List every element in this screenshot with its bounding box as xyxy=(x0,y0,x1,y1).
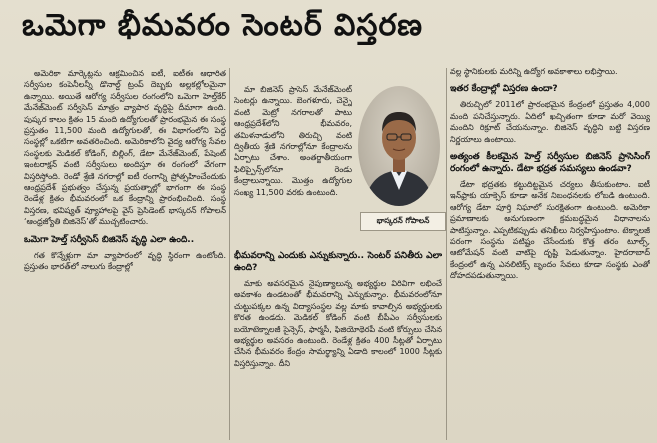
answer-data-security: డేటా భద్రతకు కట్టుదిట్టమైన చర్యలు తీసుకుంటాం. ఐటీ ఇన్‌ఫ్రాకు యాక్సెస్ కూడా అనేక నిబంధనలకు లోబడి ఉంటుంది. ఆరోగ్య డేటా పూర్తి నిఘాలో సురక్షితంగా ఉంటుంది. అమెరికా ప్రమాణాలకు అనుగుణంగా క్రమబద్ధమైన విధానాలను పాటిస్తున్నాం. ఎప్పటికప్పుడు తనిఖీలు నిర్వహిస్తుంటాం. టెక్నాలజీ పరంగా సంస్థను పటిష్టం చేసేందుకు కొత్త తరం టూల్స్, ఆటోమేషన్ వంటి వాటిపై దృష్టి పెడుతున్నాం. హైదరాబాద్ కేంద్రంలో ఉన్న ఎనలిటిక్స్ బృందం సేవలు కూడా సంస్థకు ఎంతో దోహదపడుతున్నాయి. xyxy=(450,180,650,281)
question-expansion: ఇతర కేంద్రాల్లో విస్తరణ ఉందా? xyxy=(450,84,558,95)
answer-bhimavaram: మాకు అవసరమైన నైపుణ్యాలున్న అభ్యర్థుల విరివిగా లభించే అవకాశం ఉండటంతో భీమవరాన్ని ఎన్నుకున్నాం. భీమవరంలోనూ చుట్టుపక్కల ఉన్న విద్యాసంస్థల వల్ల మాకు కావాల్సిన అభ్యర్థులకు కొరత ఉండదు. మెడికల్ కోడింగ్ వంటి బీపీఎం సర్వీసులకు బయోటెక్నాలజీ సైన్సెస్, ఫార్మసీ, ఫిజియోథెరపీ వంటి కోర్సులు చేసిన అభ్యర్థుల అవసరం ఉంటుంది. రెండేళ్ల క్రితం 400 సీట్లతో ఏర్పాటు చేసిన భీమవరం కేంద్రం సామర్థ్యాన్ని ఏడాది కాలంలో 1000 సీట్లకు విస్తరిస్తున్నాం. దీని xyxy=(234,279,442,368)
article-column-2 xyxy=(234,84,352,244)
headline: ఒమెగా భీమవరం సెంటర్ విస్తరణ xyxy=(22,8,424,43)
question-growth: ఒమెగా హెల్త్ సర్వీసెస్ బిజినెస్ వృద్ధి ఎలా ఉంది.. xyxy=(24,234,195,245)
answer-expansion: తిరుచ్చిలో 2011లో ప్రారంభమైన కేంద్రంలో ప్రస్తుతం 4,000 మంది పనిచేస్తున్నారు. ఏదిలో ఖచ్చితంగా కూడా మరో వెయ్యి మందిని రిక్రూట్ చేయనున్నాం. బిజినెస్ వృద్ధిని బట్టి విస్తరణ నిర్ణయాలు ఉంటాయి. xyxy=(450,100,650,144)
article-column-3 xyxy=(234,250,442,440)
question-bhimavaram: భీమవరాన్ని ఎందుకు ఎన్నుకున్నారు.. సెంటర్ పనితీరు ఎలా ఉంది? xyxy=(234,251,442,273)
person-portrait-icon xyxy=(358,86,440,206)
column-divider xyxy=(229,68,230,440)
photo-caption: భాస్కరన్ గోపాలన్ xyxy=(360,212,446,231)
portrait-image xyxy=(358,86,440,206)
column-divider xyxy=(446,68,447,440)
portrait-photo xyxy=(358,82,440,242)
answer-growth: గత కొన్నేళ్లుగా మా వ్యాపారంలో వృద్ధి స్థిరంగా ఉంటోంది. ప్రస్తుతం భారత్‌లో నాలుగు కేంద్రాల్లో xyxy=(24,250,226,272)
intro-paragraph: అమెరికా మార్కెట్లను ఆక్రమించిన ఐటీ, ఐటీఈ ఆధారిత సర్వీసుల కంపెనీలన్నీ డొనాల్డ్ ట్రంప్ దెబ్బకు అల్లకల్లోలమైనా ఉన్నాయి. అయితే ఆరోగ్య సర్వీసుల రంగంలోని ఒమెగా హెల్త్‌కేర్ మేనేజ్‌మెంట్ సర్వీసెస్ మాత్రం వ్యాపార వృద్ధిపై దీమాగా ఉంది. పుష్కర కాలం క్రితం 15 మంది ఉద్యోగులతో ప్రారంభమైన ఈ సంస్థ ప్రస్తుతం 11,500 మంది ఉద్యోగులతో, ఈ విభాగంలోని పెద్ద సంస్థల్లో ఒకటిగా అవతరించింది. అమెరికాలోని వైద్య ఆరోగ్య సేవల సంస్థలకు మెడికల్ కోడింగ్, బిల్లింగ్, డేటా మేనేజ్‌మెంట్, పేషెంట్ ఇంటరాక్షన్ వంటి సర్వీసులు అందిస్తూ ఈ రంగంలో వేగంగా విస్తరిస్తోంది. రెండో శ్రేణి నగరాల్లో ఐటీ రంగాన్ని ప్రోత్సహించేందుకు ఆంధ్రప్రదేశ్ ప్రభుత్వం చేస్తున్న ప్రయత్నాల్లో భాగంగా ఈ సంస్థ రెండేళ్ల క్రితం భీమవరంలో ఒక కేంద్రాన్ని ప్రారంభించింది. సంస్థ విస్తరణ, భవిష్యత్ వ్యూహాలపై వైస్ ప్రెసిడెంట్ భాస్కరన్ గోపాలన్ ‘ఆంధ్రజ్యోతి బిజినెస్’తో ముచ్చటించారు. xyxy=(24,69,226,227)
answer-centres: మా బిజినెస్ ప్రాసెస్ మేనేజ్‌మెంట్ సెంటర్లు ఉన్నాయి. బెంగళూరు, చెన్నై వంటి మెట్రో నగరాలతో పాటు ఆంధ్రప్రదేశ్‌లోని భీమవరం, తమిళనాడులోని తిరుచ్చి వంటి ద్వితీయ శ్రేణి నగరాల్లోనూ కేంద్రాలను ఏర్పాటు చేశాం. అంతర్జాతీయంగా ఫిలిప్పైన్స్‌లోనూ రెండు కేంద్రాలున్నాయి. మొత్తం ఉద్యోగుల సంఖ్య 11,500 వరకు ఉంటుంది. xyxy=(234,85,352,197)
question-data-security: అత్యంత కీలకమైన హెల్త్ సర్వీసుల బిజినెస్ ప్రాసెసింగ్ రంగంలో ఉన్నారు. డేటా భద్రత సమస్యలు ఉండవా? xyxy=(450,152,650,175)
article-column-4 xyxy=(450,66,650,440)
continuation-paragraph: వల్ల స్థానికులకు మరిన్ని ఉద్యోగ అవకాశాలు లభిస్తాయి. xyxy=(450,67,618,76)
article-column-1 xyxy=(24,68,226,440)
